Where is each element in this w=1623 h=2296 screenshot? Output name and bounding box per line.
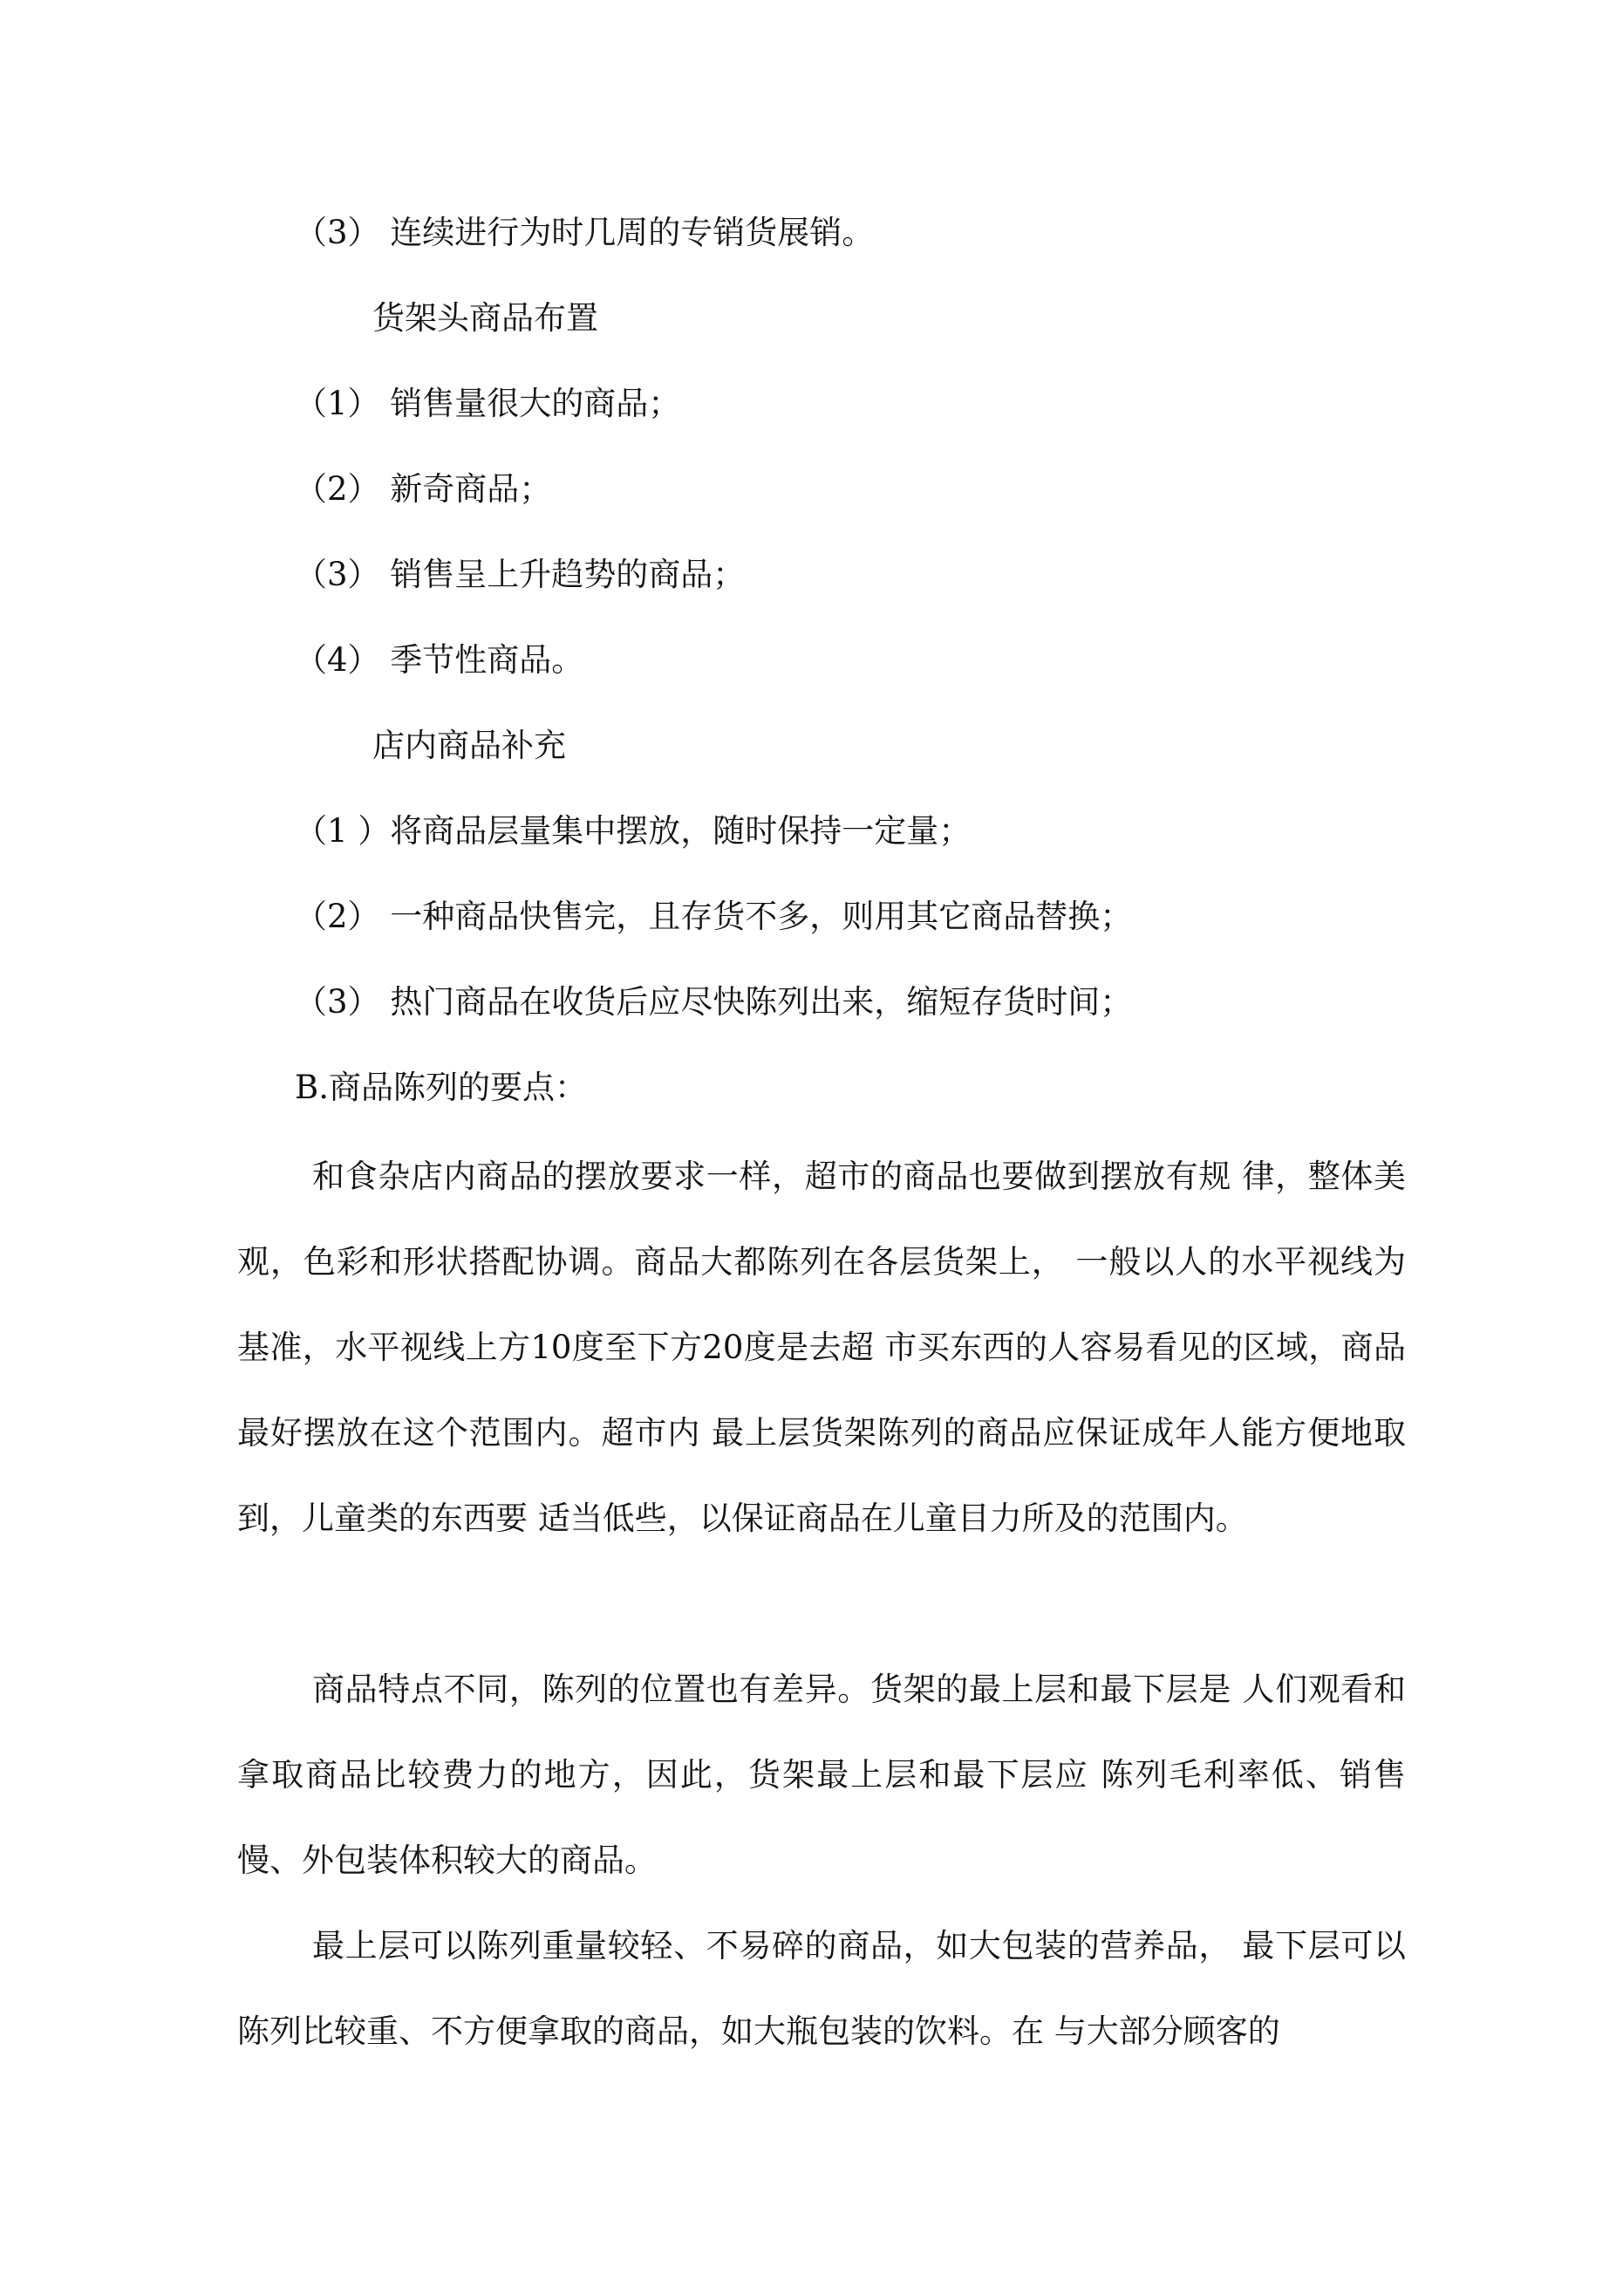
list-item: （4） 季节性商品。 <box>295 641 584 679</box>
list-item: （3） 热门商品在收货后应尽快陈列出来，缩短存货时间； <box>295 983 1133 1021</box>
list-item: （3） 销售呈上升趋势的商品； <box>295 556 746 593</box>
section-heading: B.商品陈列的要点： <box>295 1069 587 1106</box>
list-item: （1 ）将商品层量集中摆放，随时保持一定量； <box>295 812 972 850</box>
section-heading: 店内商品补充 <box>372 727 566 764</box>
list-item: （2） 一种商品快售完，且存货不多，则用其它商品替换； <box>295 898 1133 935</box>
list-item: （3） 连续进行为时几周的专销货展销。 <box>295 214 875 251</box>
list-item: （1） 销售量很大的商品； <box>295 385 681 422</box>
body-paragraph: 最上层可以陈列重量较轻、不易碎的商品，如大包装的营养品， 最下层可以陈列比较重、不方便拿取的商品，如大瓶包装的饮料。在 与大部分顾客的 <box>237 1927 1406 2050</box>
list-item: （2） 新奇商品； <box>295 470 552 508</box>
body-paragraph: 和食杂店内商品的摆放要求一样，超市的商品也要做到摆放有规 律，整体美观，色彩和形状搭配协调。商品大都陈列在各层货架上， 一般以人的水平视线为基准，水平视线上方10度至下方20度是去超 市买东西的人容易看见的区域，商品最好摆放在这个范围内。超市内 最上层货架陈列的商品应保证成年人能方便地取到，儿童类的东西要 适当低些，以保证商品在儿童目力所及的范围内。 <box>237 1158 1406 1537</box>
section-heading: 货架头商品布置 <box>372 299 598 337</box>
body-paragraph: 商品特点不同，陈列的位置也有差异。货架的最上层和最下层是 人们观看和拿取商品比较费力的地方，因此，货架最上层和最下层应 陈列毛利率低、销售慢、外包装体积较大的商品。 <box>237 1671 1406 1879</box>
